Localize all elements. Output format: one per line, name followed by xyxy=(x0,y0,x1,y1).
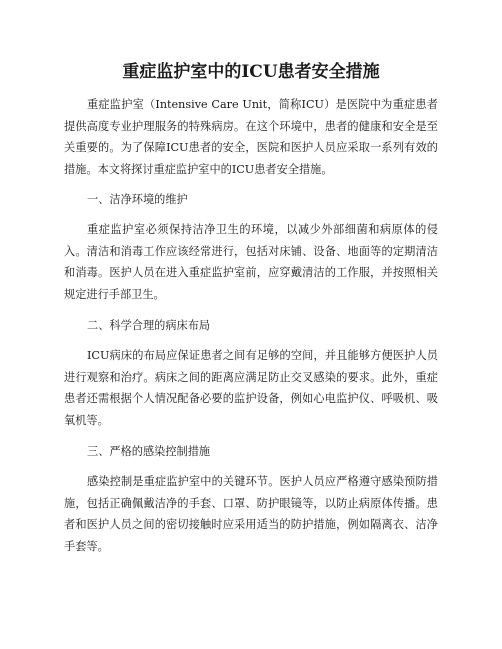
section-heading-2: 二、科学合理的病床布局 xyxy=(87,319,211,332)
section-heading-1: 一、洁净环境的维护 xyxy=(87,193,188,206)
document-title: 重症监护室中的ICU患者安全措施 xyxy=(122,62,380,82)
intro-paragraph: 重症监护室（Intensive Care Unit，简称ICU）是医院中为重症患者提供高度专业护理服务的特殊病房。在这个环境中，患者的健康和安全是至关重要的。为了保障ICU患者的安全，医院和医护人员应采取一系列有效的措施。本文将探讨重症监护室中的ICU患者安全措施。 xyxy=(64,98,438,176)
section-body-3: 感染控制是重症监护室中的关键环节。医护人员应严格遵守感染预防措施，包括正确佩戴洁净的手套、口罩、防护眼镜等，以防止病原体传播。患者和医护人员之间的密切接触时应采用适当的防护措施，例如隔离衣、洁净手套等。 xyxy=(64,475,438,553)
section-heading-3: 三、严格的感染控制措施 xyxy=(87,445,211,458)
section-body-2: ICU病床的布局应保证患者之间有足够的空间，并且能够方便医护人员进行观察和治疗。病床之间的距离应满足防止交叉感染的要求。此外，重症患者还需根据个人情况配备必要的监护设备，例如心电监护仪、呼吸机、吸氧机等。 xyxy=(64,349,438,427)
section-body-1: 重症监护室必须保持洁净卫生的环境，以减少外部细菌和病原体的侵入。清洁和消毒工作应该经常进行，包括对床铺、设备、地面等的定期清洁和消毒。医护人员在进入重症监护室前，应穿戴清洁的工作服，并按照相关规定进行手部卫生。 xyxy=(64,223,438,301)
